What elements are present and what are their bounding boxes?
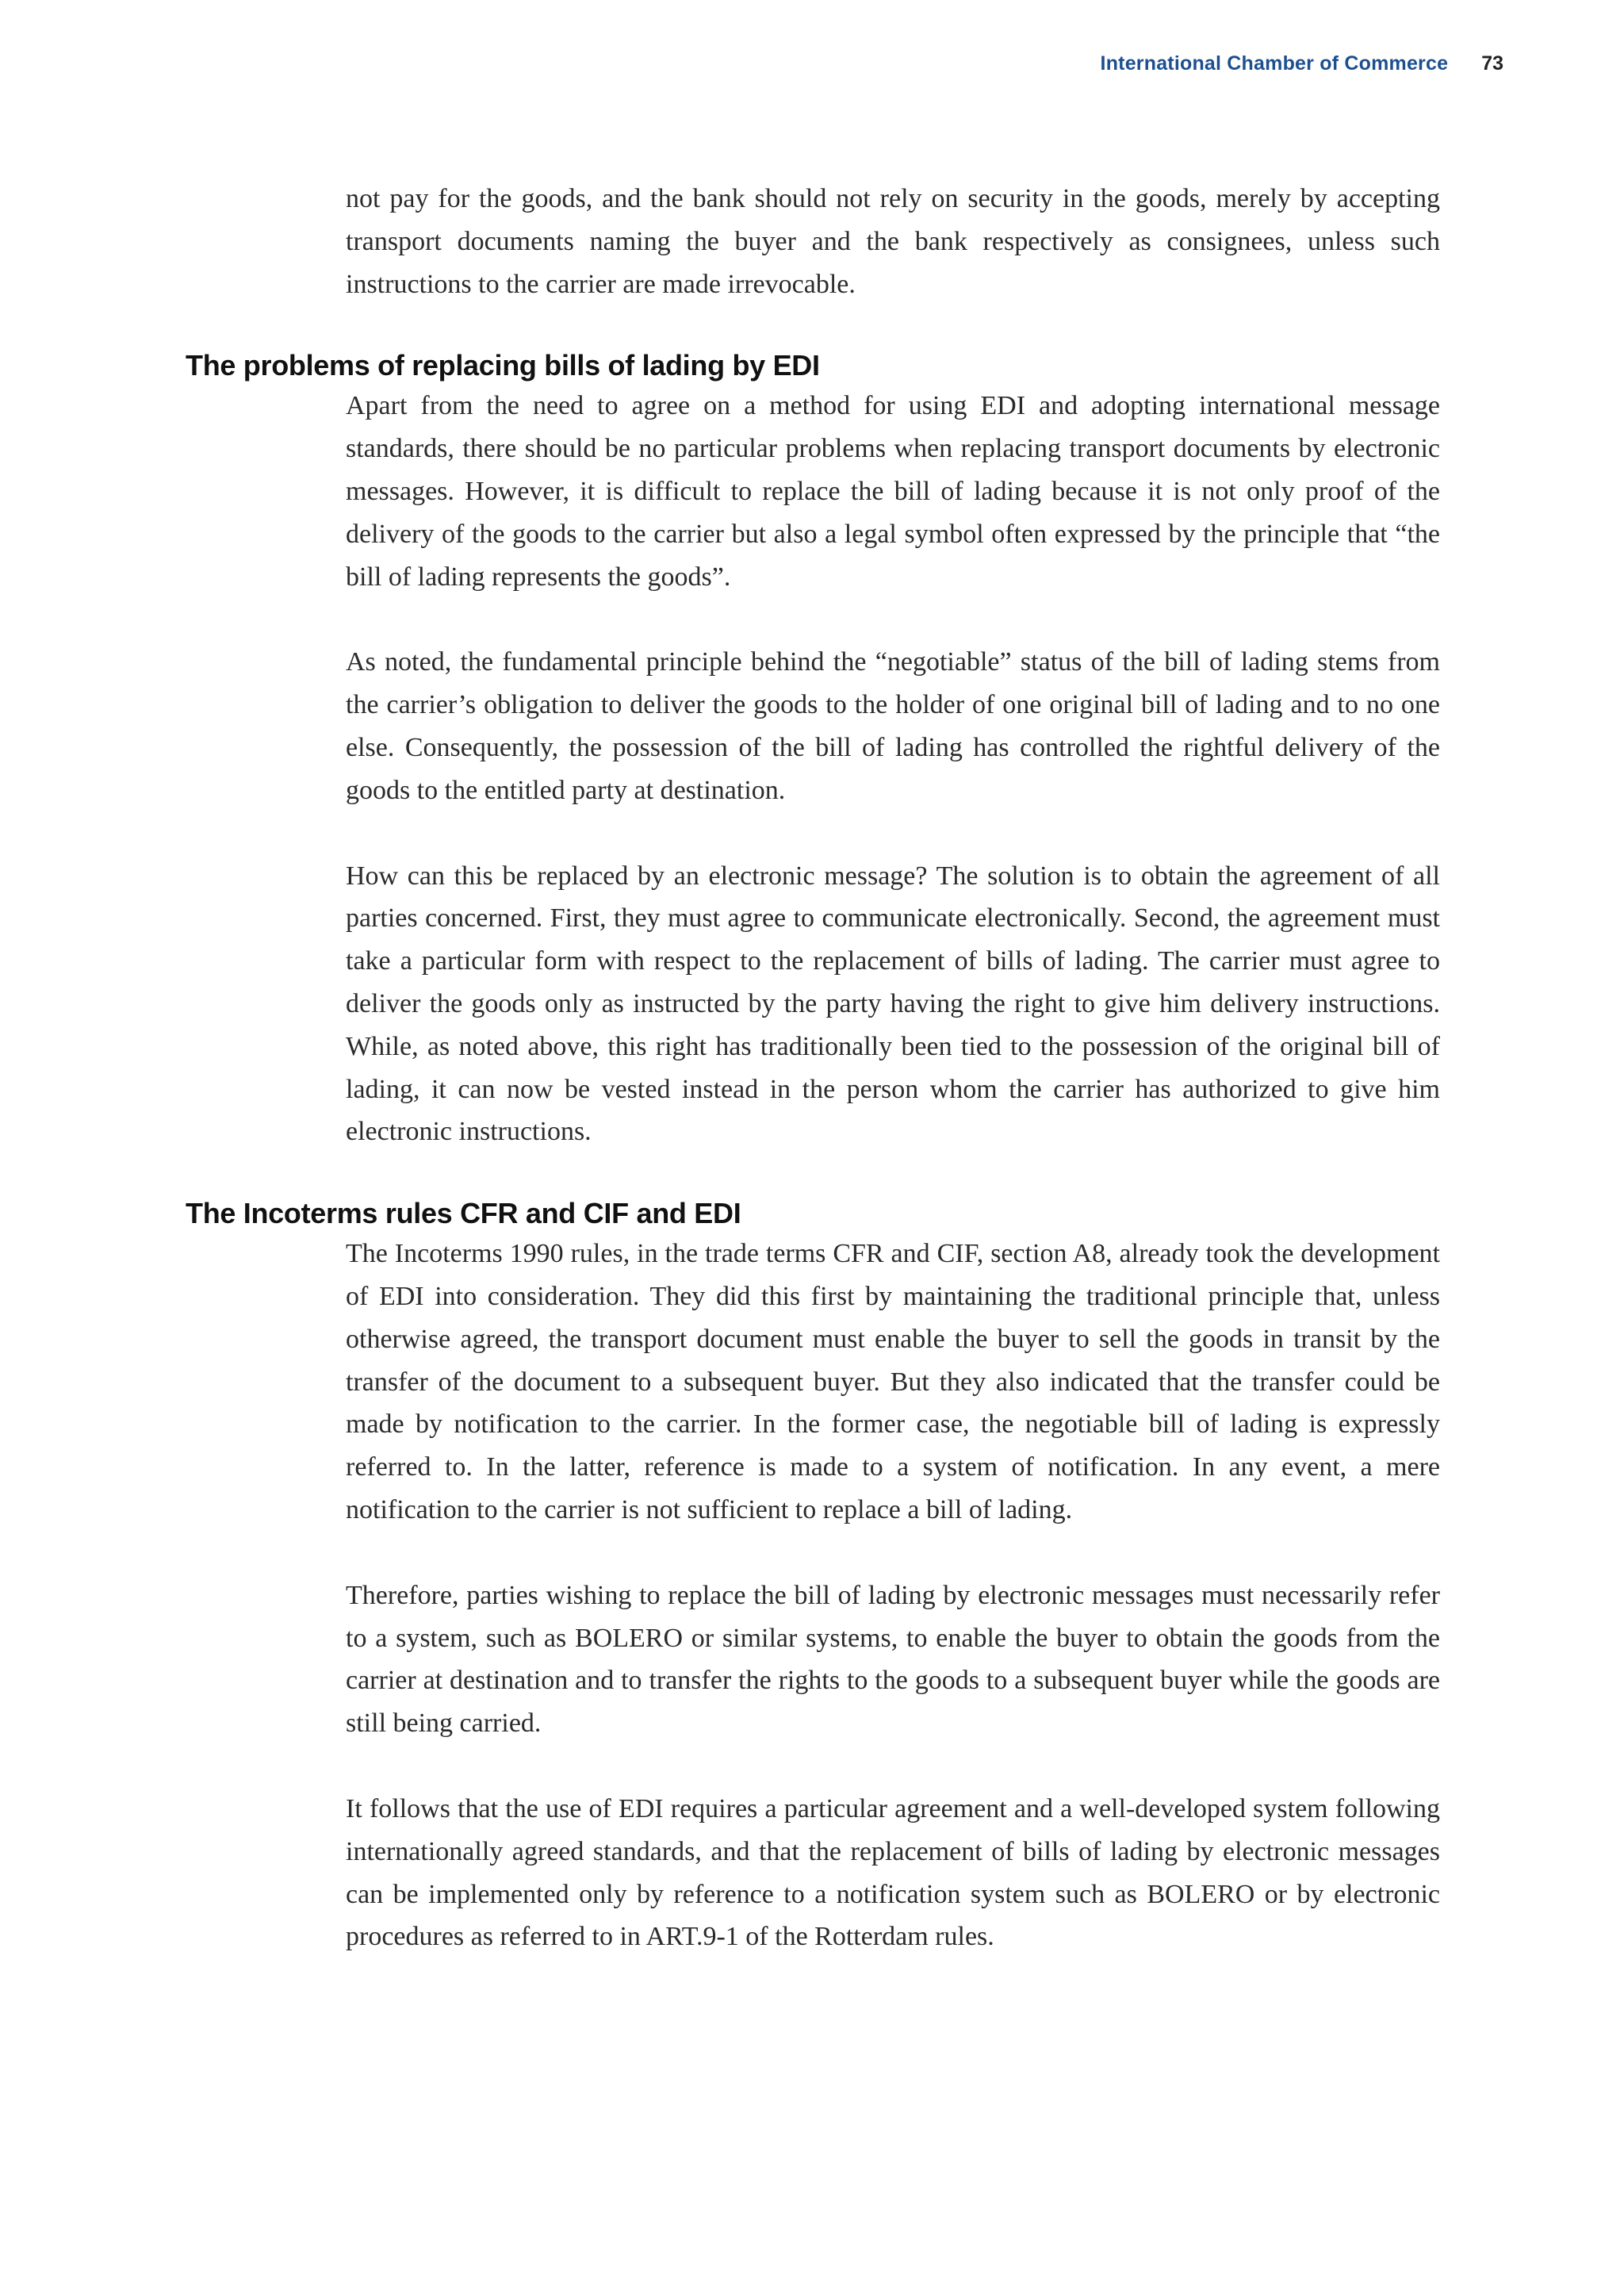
section-heading-incoterms: The Incoterms rules CFR and CIF and EDI [186, 1197, 741, 1230]
section-1-paragraph-3: How can this be replaced by an electronic message? The solution is to obtain the agreement of all parties concerned. First, they must agree to communicate electronically. Second, the agreement must take a particular form with respect to the replacement of bills of lading. The carrier must agree to deliver the goods only as instructed by the party having the right to give him delivery instructions. While, as noted above, this right has traditionally been tied to the possession of the original bill of lading, it can now be vested instead in the person whom the carrier has authorized to give him electronic instructions. [346, 861, 1440, 1147]
section-2-paragraph-1: The Incoterms 1990 rules, in the trade terms CFR and CIF, section A8, already took the development of EDI into consideration. They did this first by maintaining the traditional principle that, unless otherwise agreed, the transport document must enable the buyer to sell the goods in transit by the transfer of the document to a subsequent buyer. But they also indicated that the transfer could be made by notification to the carrier. In the former case, the negotiable bill of lading is expressly referred to. In the latter, reference is made to a system of notification. In any event, a mere notification to the carrier is not sufficient to replace a bill of lading. [346, 1239, 1440, 1524]
section-1-paragraph-2: As noted, the fundamental principle behind the “negotiable” status of the bill of lading stems from the carrier’s obligation to deliver the goods to the holder of one original bill of lading and to no one else. Consequently, the possession of the bill of lading has controlled the rightful delivery of the goods to the entitled party at destination. [346, 647, 1440, 805]
intro-paragraph: not pay for the goods, and the bank should not rely on security in the goods, merely by accepting transport documents naming the buyer and the bank respectively as consignees, unless such instructions to the carrier are made irrevocable. [346, 184, 1440, 299]
header-title: International Chamber of Commerce [1100, 52, 1449, 75]
section-1-paragraph-1: Apart from the need to agree on a method for using EDI and adopting international message standards, there should be no particular problems when replacing transport documents by electronic messages. However, it is difficult to replace the bill of lading because it is not only proof of the delivery of the goods to the carrier but also a legal symbol often expressed by the principle that “the bill of lading represents the goods”. [346, 391, 1440, 592]
section-heading-edi-problems: The problems of replacing bills of lading by EDI [186, 349, 820, 382]
section-2-paragraph-3: It follows that the use of EDI requires a particular agreement and a well-developed system following internationally agreed standards, and that the replacement of bills of lading by electronic messages can be implemented only by reference to a notification system such as BOLERO or by electronic procedures as referred to in ART.9-1 of the Rotterdam rules. [346, 1793, 1440, 1952]
page-body [0, 178, 1624, 1958]
running-header [1101, 52, 1503, 75]
section-2-paragraph-2: Therefore, parties wishing to replace the bill of lading by electronic messages must necessarily refer to a system, such as BOLERO or similar systems, to enable the buyer to obtain the goods from the carrier at destination and to transfer the rights to the goods to a subsequent buyer while the goods are still being carried. [346, 1580, 1440, 1739]
page-number: 73 [1481, 52, 1503, 75]
